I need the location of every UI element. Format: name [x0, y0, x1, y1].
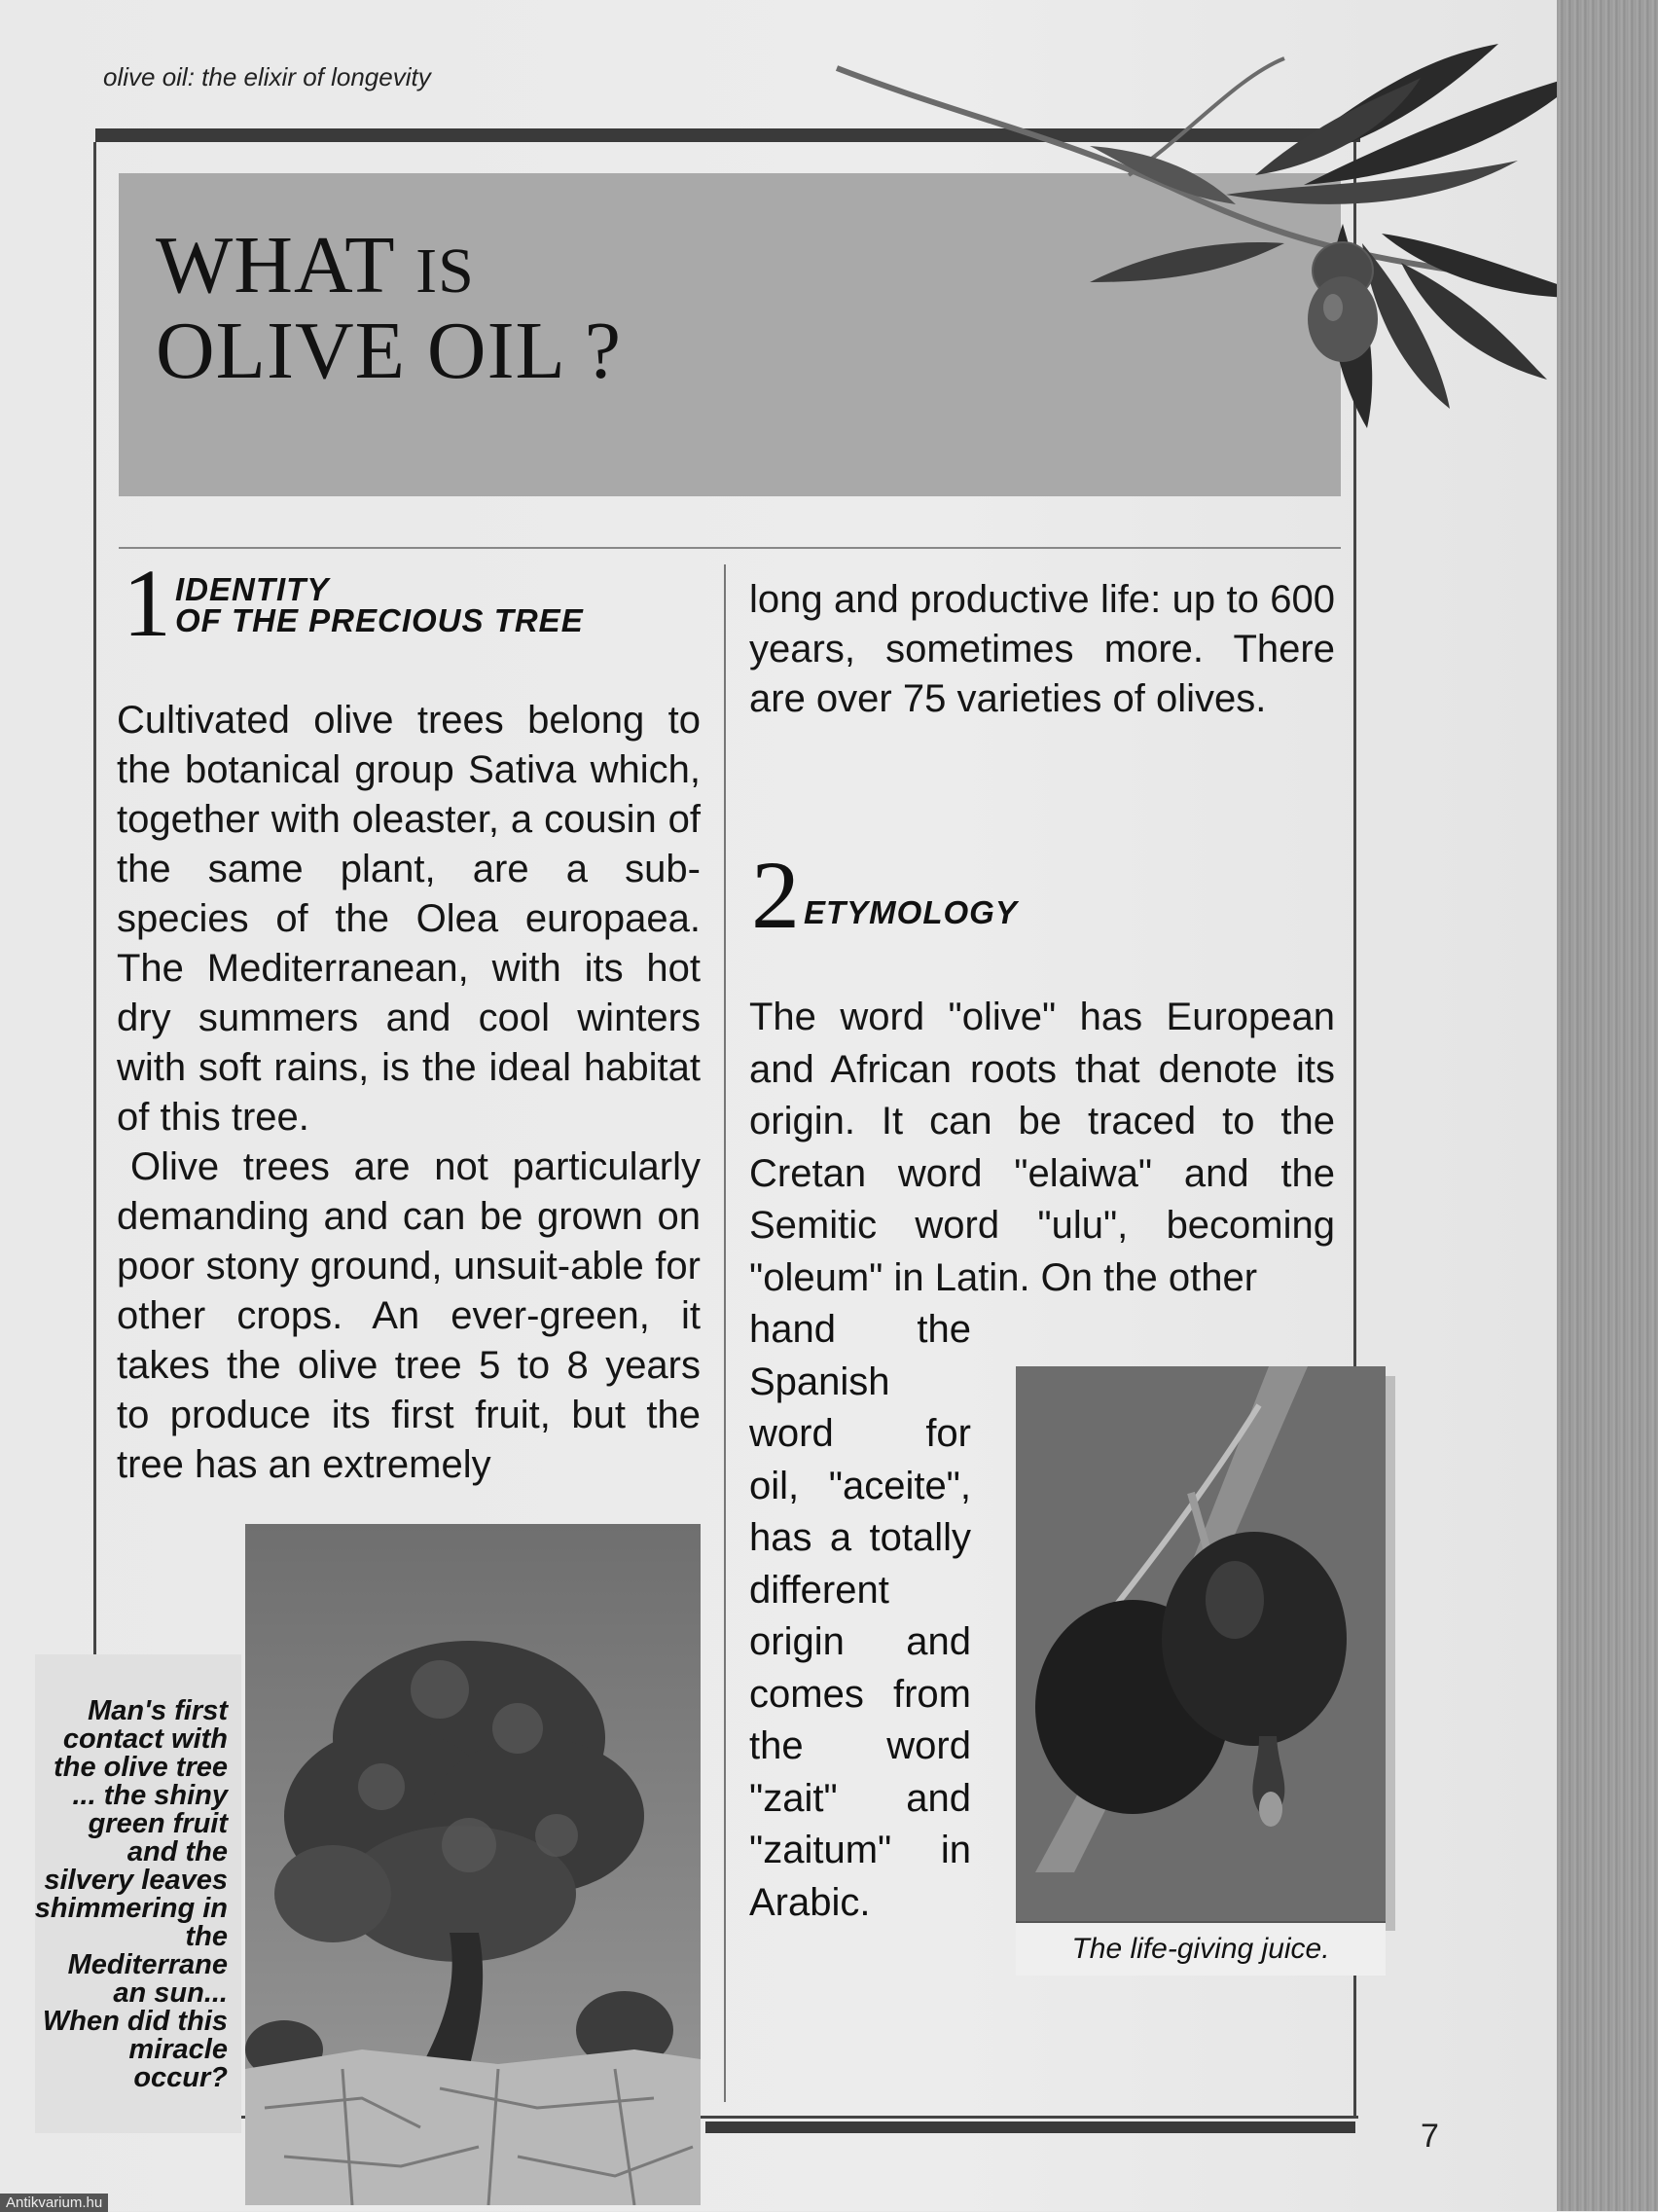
page-edge-stack: [1557, 0, 1658, 2211]
narrow-line: word for: [749, 1412, 971, 1455]
section-2-heading: [751, 841, 1018, 949]
narrow-line: "zait" and: [749, 1776, 971, 1820]
section-1-label-line2: OF THE PRECIOUS TREE: [175, 602, 584, 638]
section-1-paragraph-1: Cultivated olive trees belong to the botanical group Sativa which, together with oleaster, a cousin of the same plant, are a sub-species of the Olea europaea. The Mediterranean, with its hot dry summers and cool winters with soft rains, is the ideal habitat of this tree.: [117, 699, 701, 1139]
section-1-continued: [749, 575, 1335, 724]
section-1-label: [175, 571, 584, 642]
narrow-line: "zaitum" in: [749, 1829, 971, 1871]
olive-tree-illustration: [245, 1524, 701, 2205]
section-2-paragraph: The word "olive" has European and African roots that denote its origin. It can be traced to the Cretan word "elaiwa" and the Semitic word "ulu", becoming "oleum" in Latin. On the other: [749, 996, 1335, 1299]
section-rule: [119, 547, 1341, 549]
running-head: olive oil: the elixir of longevity: [103, 62, 431, 91]
section-1-number: 1: [123, 549, 171, 657]
page-number: 7: [1421, 2118, 1439, 2155]
page-title: [156, 220, 623, 396]
section-2-label: ETYMOLOGY: [804, 894, 1018, 930]
section-1-heading: [123, 549, 584, 657]
photo-caption: The life-giving juice.: [1016, 1921, 1386, 1976]
narrow-line: origin and: [749, 1620, 971, 1663]
title-line2: OLIVE OIL ?: [156, 306, 623, 396]
column-divider: [724, 564, 726, 2102]
olive-juice-photo: [1016, 1366, 1386, 1923]
narrow-line: oil, "aceite",: [749, 1464, 971, 1507]
section-1-paragraph-2: Olive trees are not particularly demanding and can be grown on poor stony ground, unsuit-able for other crops. An ever-green, it takes the olive tree 5 to 8 years to produce its first fruit, but the tree has an extremely: [117, 1145, 701, 1486]
narrow-line: comes from: [749, 1672, 971, 1716]
narrow-line: Spanish: [749, 1360, 890, 1403]
olives-dripping-illustration: [1016, 1366, 1386, 1923]
side-caption-text: Man's first contact with the olive tree ... the shiny green fruit and the silvery leaves shimmering in the Mediterrane an sun... When did this miracle occur?: [34, 1695, 228, 2093]
frame-bottom-bar: [705, 2121, 1355, 2133]
olive-branch-illustration: [817, 19, 1557, 448]
narrow-line: different: [749, 1568, 889, 1612]
section-1-continued-text: long and productive life: up to 600 years, sometimes more. There are over 75 varieties of olives.: [749, 578, 1335, 720]
olive-juice-photo-frame: [1016, 1366, 1386, 1965]
narrow-line: the word: [749, 1724, 971, 1767]
side-caption-box: [35, 1654, 241, 2133]
watermark: Antikvarium.hu: [0, 2194, 108, 2212]
olive-tree-photo: [245, 1524, 701, 2205]
title-word-what: WHAT: [156, 220, 395, 310]
narrow-line: has a totally: [749, 1516, 971, 1559]
section-1-body: [117, 696, 701, 1490]
section-2-narrow-column: [749, 1304, 971, 1929]
section-1-label-line1: IDENTITY: [175, 571, 330, 607]
title-word-is: IS: [415, 236, 475, 307]
narrow-line: Arabic.: [749, 1880, 871, 1924]
narrow-line: hand the: [749, 1308, 971, 1351]
section-2-number: 2: [751, 841, 800, 949]
section-2-body: [749, 992, 1335, 1304]
